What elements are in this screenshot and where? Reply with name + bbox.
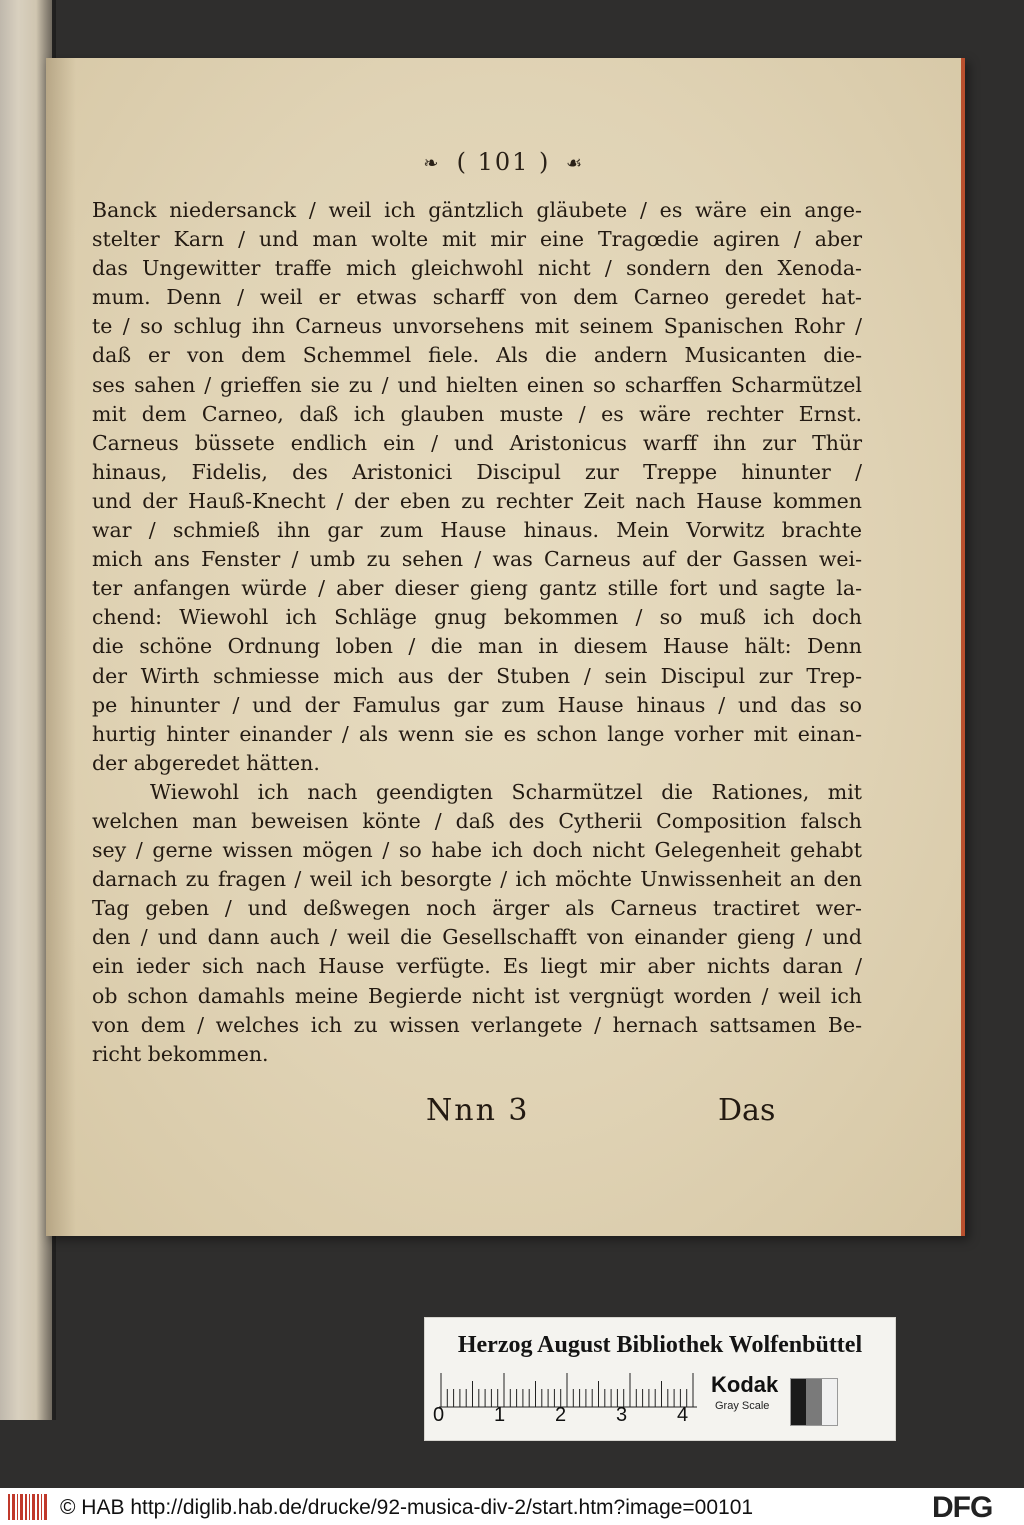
text-line: stelter Karn / und man wolte mit mir eine Tragœdie agiren / aber	[92, 227, 862, 252]
text-line: Wiewohl ich nach geendigten Scharmützel die Rationes, mit	[150, 779, 862, 804]
text-line: mit dem Carneo, daß ich glauben muste / es wäre rechter Ernst.	[92, 401, 862, 426]
kodak-subtitle: Gray Scale	[715, 1400, 770, 1412]
gray-patch	[791, 1379, 806, 1425]
text-line: Tag geben / und deßwegen noch ärger als Carneus tractiret wer-	[92, 896, 862, 921]
text-line: ter anfangen würde / aber dieser gieng gantz stille fort und sagte la-	[92, 576, 862, 601]
text-line: daß er von dem Schemmel fiele. Als die andern Musicanten die-	[92, 343, 862, 368]
credit-bar	[0, 1488, 1024, 1525]
text-line: der Wirth schmiesse mich aus der Stuben / sein Discipul zur Trep-	[92, 663, 862, 688]
gray-patch	[806, 1379, 821, 1425]
scale-number: 2	[555, 1404, 567, 1426]
library-name: Herzog August Bibliothek Wolfenbüttel	[457, 1332, 863, 1358]
text-line: mum. Denn / weil er etwas scharff von dem Carneo geredet hat-	[92, 285, 862, 310]
text-line: Banck niedersanck / weil ich gäntzlich gläubete / es wäre ein ange-	[92, 198, 862, 222]
signature-mark: Nnn 3	[426, 1093, 530, 1128]
text-line: darnach zu fragen / weil ich besorgte / ich möchte Unwissenheit an den	[92, 867, 862, 892]
text-line: ob schon damahls meine Begierde nicht ist vergnügt worden / weil ich	[92, 983, 862, 1008]
text-line: ein ieder sich nach Hause verfügte. Es liegt mir aber nichts daran /	[92, 954, 862, 979]
scale-number: 1	[494, 1404, 506, 1426]
library-label	[425, 1318, 895, 1440]
text-line: pe hinunter / und der Famulus gar zum Hause hinaus / und das so	[92, 692, 862, 717]
text-line: das Ungewitter traffe mich gleichwohl nicht / sondern den Xenoda-	[92, 256, 862, 281]
text-line: von dem / welches ich zu wissen verlangete / hernach sattsamen Be-	[92, 1012, 862, 1037]
text-line: sey / gerne wissen mögen / so habe ich doch nicht Gelegenheit gehabt	[92, 838, 862, 863]
page-text	[92, 196, 862, 1069]
text-line: te / so schlug ihn Carneus unvorsehens mit seinem Spanischen Rohr /	[92, 314, 862, 339]
text-line: hinaus, Fidelis, des Aristonici Discipul zur Treppe hinunter /	[92, 459, 862, 484]
left-ornament-icon: ❧	[423, 153, 441, 174]
text-line: die schöne Ordnung loben / die man in diesem Hause hält: Denn	[92, 634, 862, 659]
catchword: Das	[718, 1093, 776, 1128]
page-header	[46, 148, 961, 176]
credit-link[interactable]: © HAB http://diglib.hab.de/drucke/92-musica-div-2/start.htm?image=00101	[60, 1496, 754, 1519]
text-line: Carneus büssete endlich ein / und Aristonicus warff ihn zur Thür	[92, 430, 862, 455]
text-line: mich ans Fenster / umb zu sehen / was Carneus auf der Gassen wei-	[92, 547, 862, 572]
gray-scale-patches	[790, 1378, 838, 1426]
page-footer	[46, 1093, 961, 1133]
text-line: richt bekommen.	[92, 1041, 269, 1066]
kodak-brand: Kodak	[711, 1372, 779, 1397]
text-line: den / und dann auch / weil die Gesellschafft von einander gieng / und	[92, 925, 862, 950]
dfg-logo: DFG	[932, 1491, 993, 1524]
scale-number: 3	[616, 1404, 628, 1426]
scale-number: 0	[433, 1404, 445, 1426]
page-number: ( 101 )	[456, 148, 551, 176]
text-line: und der Hauß-Knecht / der eben zu rechter Zeit nach Hause kommen	[92, 488, 862, 513]
text-line: welchen man beweisen könte / daß des Cytherii Composition falsch	[92, 808, 862, 833]
text-line: war / schmieß ihn gar zum Hause hinaus. Mein Vorwitz brachte	[92, 518, 862, 543]
text-line: chend: Wiewohl ich Schläge gnug bekommen / so muß ich doch	[92, 605, 862, 630]
scale-ruler-icon	[439, 1372, 697, 1408]
text-line: der abgeredet hätten.	[92, 750, 320, 775]
text-line: ses sahen / grieffen sie zu / und hielten einen so scharffen Scharmützel	[92, 372, 862, 397]
scale-number: 4	[677, 1404, 689, 1426]
book-page	[46, 58, 965, 1236]
gray-patch	[822, 1379, 837, 1425]
text-line: hurtig hinter einander / als wenn sie es schon lange vorher mit einan-	[92, 721, 862, 746]
barcode-icon	[8, 1494, 48, 1520]
right-ornament-icon: ☙	[565, 153, 585, 174]
